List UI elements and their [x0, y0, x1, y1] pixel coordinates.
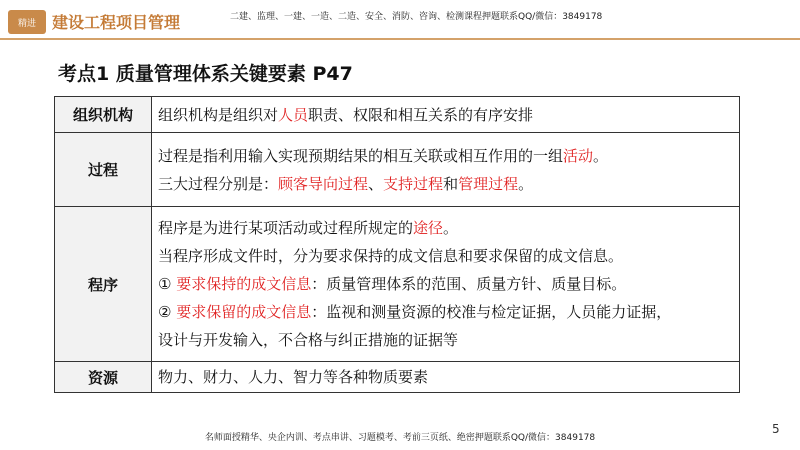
row-content-organization [152, 97, 740, 133]
row-label-organization: 组织机构 [55, 97, 152, 133]
key-elements-table [54, 96, 740, 393]
row-content-resources [152, 362, 740, 393]
row-content-process [152, 133, 740, 207]
page-title: 考点1 质量管理体系关键要素 P47 [58, 63, 353, 85]
footer-contact-note: 名师面授精华、央企内训、考点串讲、习题模考、考前三页纸、绝密押题联系QQ/微信：3849178 [204, 433, 596, 443]
row-label-process: 过程 [55, 133, 152, 207]
header-divider [0, 38, 800, 40]
table-row-process [55, 133, 740, 207]
content-line: ① 要求保持的成文信息：质量管理体系的范围、质量方针、质量目标。 [158, 275, 627, 293]
content-line: 三大过程分别是：顾客导向过程、支持过程和管理过程。 [158, 174, 534, 193]
table-row-procedure [55, 207, 740, 362]
table-row-organization [55, 97, 740, 133]
brand-title: 建设工程项目管理 [52, 13, 181, 32]
content-line: 设计与开发输入，不合格与纠正措施的证据等 [158, 331, 459, 349]
row-label-procedure: 程序 [55, 207, 152, 362]
content-line: ② 要求保留的成文信息：监视和测量资源的校准与检定证据，人员能力证据， [158, 303, 672, 321]
table-row-resources [55, 362, 740, 393]
row-label-resources: 资源 [55, 362, 152, 393]
header [0, 0, 800, 40]
header-contact-note: 二建、监理、一建、一造、二造、安全、消防、咨询、检测课程押题联系QQ/微信：3849178 [230, 12, 603, 22]
content-line: 组织机构是组织对人员职责、权限和相互关系的有序安排 [158, 105, 534, 124]
logo-badge: 精进 [8, 10, 46, 34]
content-line: 物力、财力、人力、智力等各种物质要素 [158, 368, 429, 386]
content-line: 过程是指利用输入实现预期结果的相互关联或相互作用的一组活动。 [158, 146, 609, 165]
page-number: 5 [772, 422, 780, 436]
row-content-procedure [152, 207, 740, 362]
content-line: 当程序形成文件时，分为要求保持的成文信息和要求保留的成文信息。 [158, 247, 624, 265]
content-line: 程序是为进行某项活动或过程所规定的途径。 [158, 219, 459, 237]
